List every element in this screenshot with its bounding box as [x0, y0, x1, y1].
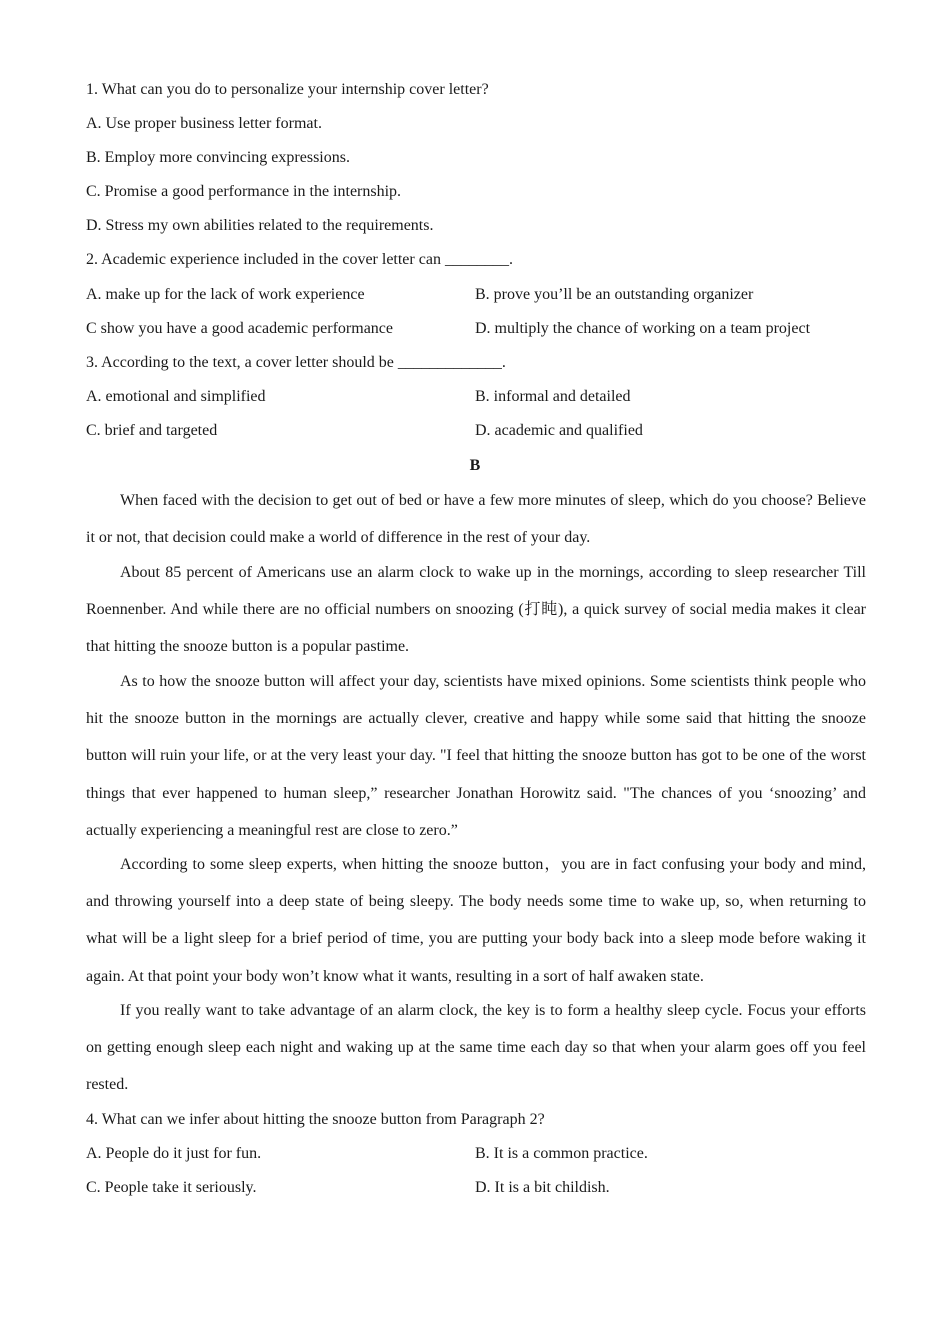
question-1-option-c: C. Promise a good performance in the internship.	[86, 183, 402, 200]
question-4-option-d: D. It is a bit childish.	[475, 1179, 610, 1196]
question-4-option-b: B. It is a common practice.	[475, 1145, 648, 1162]
question-4-option-a: A. People do it just for fun.	[86, 1145, 262, 1162]
question-3-option-c: C. brief and targeted	[86, 422, 218, 439]
question-2-option-d: D. multiply the chance of working on a team project	[475, 320, 811, 337]
passage-paragraph-2: About 85 percent of Americans use an alarm clock to wake up in the mornings, according to sleep researcher Till Roennenber. And while there are no official numbers on snoozing (打盹), a quick survey of social media makes it clear that hitting the snooze button is a popular pastime.	[86, 564, 866, 656]
question-1-option-b: B. Employ more convincing expressions.	[86, 149, 350, 166]
question-2-option-a: A. make up for the lack of work experience	[86, 286, 365, 303]
passage-paragraph-3: As to how the snooze button will affect your day, scientists have mixed opinions. Some scientists think people who hit the snooze button in the mornings are actually clever, creative and happy while some said that hitting the snooze button will ruin your life, or at the very least your day. "I feel that hitting the snooze button has got to be one of the worst things that ever happened to human sleep,” researcher Jonathan Horowitz said. "The chances of you ‘snoozing’ and actually experiencing a meaningful rest are close to zero.”	[86, 673, 866, 839]
question-3-option-b: B. informal and detailed	[475, 388, 631, 405]
question-3-option-a: A. emotional and simplified	[86, 388, 266, 405]
passage-paragraph-4: According to some sleep experts, when hitting the snooze button，you are in fact confusing your body and mind, and throwing yourself into a deep state of being sleepy. The body needs some time to wake up, so, when returning to what will be a light sleep for a brief period of time, you are putting your body back into a sleep mode before waking it again. At that point your body won’t know what it wants, resulting in a sort of half awaken state.	[86, 856, 866, 985]
question-1-stem: 1. What can you do to personalize your internship cover letter?	[86, 81, 489, 98]
question-3-option-d: D. academic and qualified	[475, 422, 643, 439]
question-4-stem: 4. What can we infer about hitting the snooze button from Paragraph 2?	[86, 1111, 545, 1128]
question-2-option-c: C show you have a good academic performance	[86, 320, 393, 337]
question-4-option-c: C. People take it seriously.	[86, 1179, 257, 1196]
question-2-stem: 2. Academic experience included in the cover letter can ________.	[86, 251, 513, 268]
passage-paragraph-5: If you really want to take advantage of an alarm clock, the key is to form a healthy sleep cycle. Focus your efforts on getting enough sleep each night and waking up at the same time each day so that when your alarm goes off you feel rested.	[86, 1002, 866, 1094]
question-2-option-b: B. prove you’ll be an outstanding organizer	[475, 286, 754, 303]
question-3-stem: 3. According to the text, a cover letter should be _____________.	[86, 354, 506, 371]
passage-paragraph-1: When faced with the decision to get out of bed or have a few more minutes of sleep, which do you choose? Believe it or not, that decision could make a world of difference in the rest of your day.	[86, 492, 866, 547]
question-1-option-a: A. Use proper business letter format.	[86, 115, 322, 132]
section-b-heading: B	[469, 457, 481, 474]
question-1-option-d: D. Stress my own abilities related to the requirements.	[86, 217, 434, 234]
